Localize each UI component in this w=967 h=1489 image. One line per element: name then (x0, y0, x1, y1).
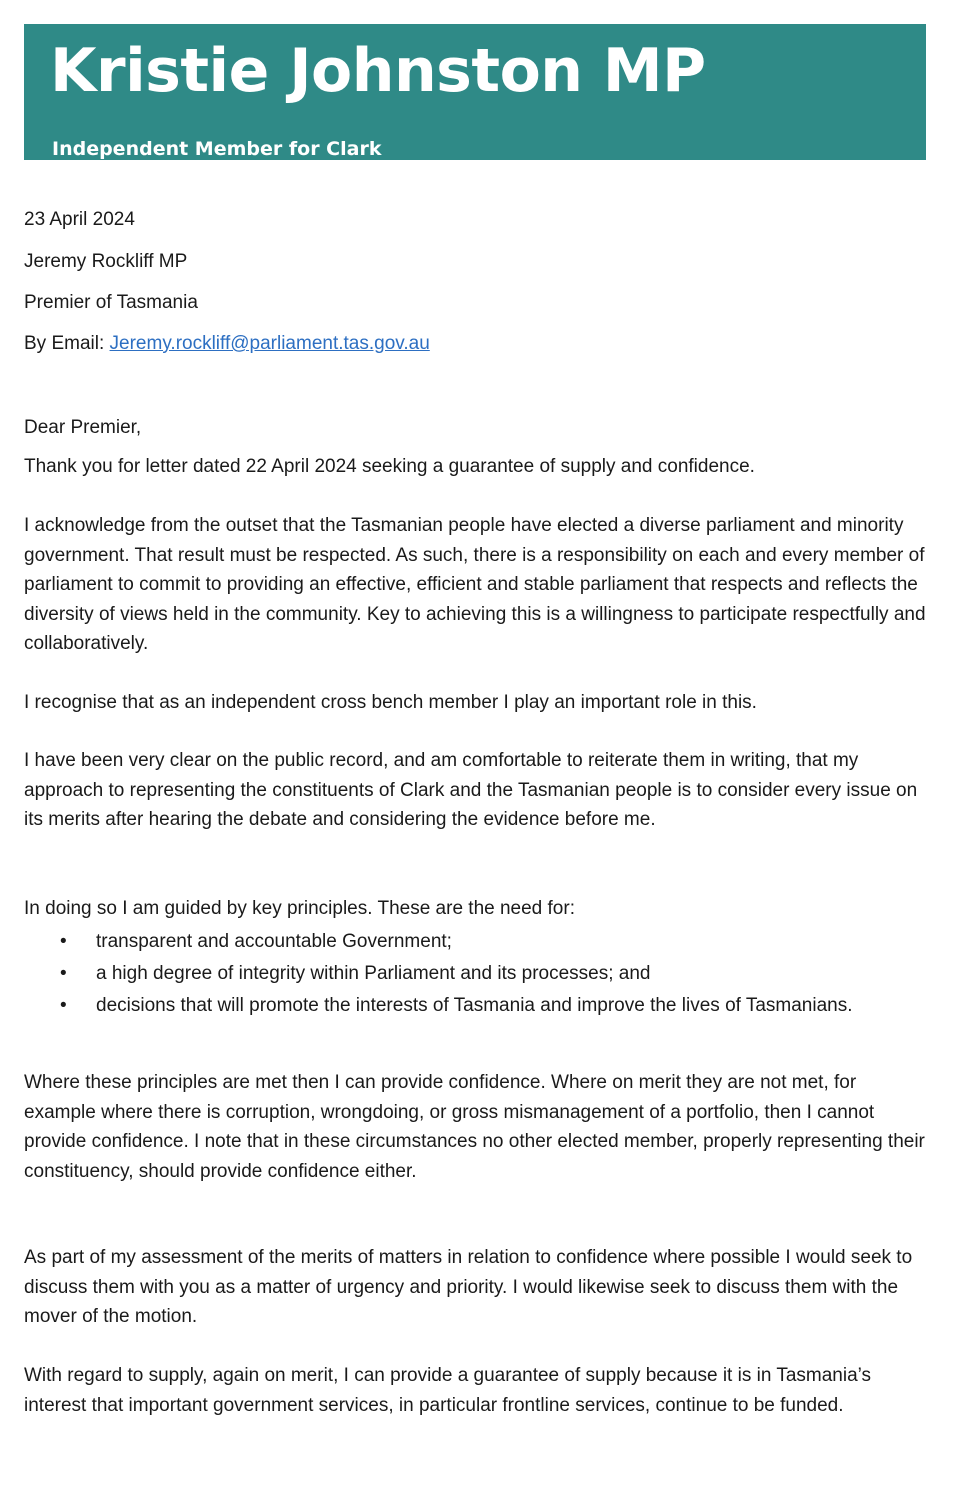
paragraph-5: In doing so I am guided by key principles. These are the need for: (24, 898, 575, 919)
principles-list (24, 926, 929, 1022)
list-item-text: a high degree of integrity within Parliament and its processes; and (96, 963, 651, 984)
email-label: By Email: (24, 333, 110, 354)
list-item (24, 958, 929, 990)
email-link[interactable]: Jeremy.rockliff@parliament.tas.gov.au (109, 333, 430, 354)
email-line (24, 332, 430, 356)
list-item-text: transparent and accountable Government; (96, 931, 452, 952)
list-item-text: decisions that will promote the interests of Tasmania and improve the lives of Tasmanians. (96, 995, 853, 1016)
recipient-name: Jeremy Rockliff MP (24, 251, 188, 272)
list-item (24, 926, 929, 958)
bullet-icon: • (60, 931, 67, 952)
paragraph-7: As part of my assessment of the merits of matters in relation to confidence where possible I would seek to discuss them with you as a matter of urgency and priority. I would likewise seek to discuss them with the mover of the motion. (24, 1247, 913, 1327)
letterhead-banner (24, 24, 926, 160)
bullet-icon: • (60, 995, 67, 1016)
paragraph-1: Thank you for letter dated 22 April 2024 seeking a guarantee of supply and confidence. (24, 456, 755, 477)
recipient-title: Premier of Tasmania (24, 292, 198, 313)
salutation: Dear Premier, (24, 417, 142, 438)
paragraph-4: I have been very clear on the public record, and am comfortable to reiterate them in writing, that my approach to representing the constituents of Clark and the Tasmanian people is to consider every issue on its merits after hearing the debate and considering the evidence before me. (24, 750, 918, 830)
letter-date: 23 April 2024 (24, 209, 135, 230)
list-item (24, 990, 929, 1022)
letterhead-name: Kristie Johnston MP (50, 36, 706, 106)
letterhead-subtitle: Independent Member for Clark (52, 138, 382, 160)
paragraph-3: I recognise that as an independent cross bench member I play an important role in this. (24, 692, 757, 713)
bullet-icon: • (60, 963, 67, 984)
paragraph-2: I acknowledge from the outset that the Tasmanian people have elected a diverse parliament and minority government. That result must be respected. As such, there is a responsibility on each and every member of parliament to commit to providing an effective, efficient and stable parliament that respects and reflects the diversity of views held in the community. Key to achieving this is a willingness to participate respectfully and collaboratively. (24, 515, 926, 654)
paragraph-6: Where these principles are met then I can provide confidence. Where on merit they are not met, for example where there is corruption, wrongdoing, or gross mismanagement of a portfolio, then I cannot provide confidence. I note that in these circumstances no other elected member, properly representing their constituency, should provide confidence either. (24, 1072, 925, 1182)
paragraph-8: With regard to supply, again on merit, I can provide a guarantee of supply because it is in Tasmania’s interest that important government services, in particular frontline services, continue to be funded. (24, 1365, 872, 1416)
